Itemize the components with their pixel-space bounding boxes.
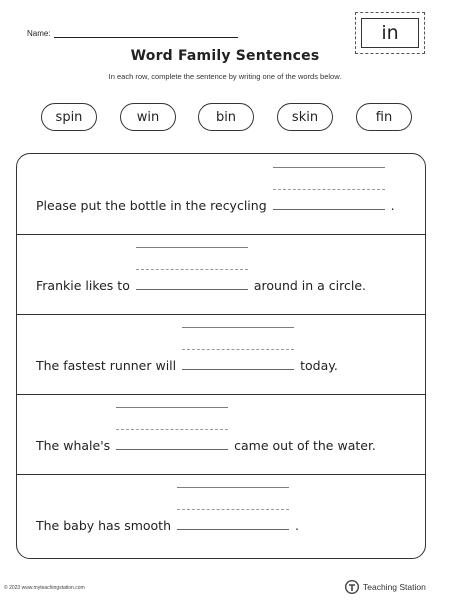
sentence-text-before: Please put the bottle in the recycling xyxy=(36,198,267,213)
sentence-text-before: The whale's xyxy=(36,438,111,453)
brand-name: Teaching Station xyxy=(363,582,426,592)
sentence xyxy=(36,407,376,453)
sentence-text-before: The baby has smooth xyxy=(36,518,171,533)
page-title: Word Family Sentences xyxy=(130,48,320,64)
answer-blank[interactable] xyxy=(116,407,228,453)
sentence-row xyxy=(17,234,425,314)
sentence-text-after: today. xyxy=(300,358,338,373)
word-pill-bin: bin xyxy=(198,103,254,131)
word-family-label: in xyxy=(361,18,419,48)
instructions: In each row, complete the sentence by writing one of the words below. xyxy=(108,72,342,81)
sentence xyxy=(36,167,395,213)
sentence-text-before: The fastest runner will xyxy=(36,358,177,373)
sentence-row xyxy=(17,314,425,394)
sentence-row xyxy=(17,394,425,474)
word-pill-skin: skin xyxy=(277,103,333,131)
sentence-text-after: . xyxy=(390,198,395,213)
sentence-row xyxy=(17,154,425,234)
answer-blank[interactable] xyxy=(182,327,294,373)
sentence-text-after: . xyxy=(295,518,299,533)
word-pill-spin: spin xyxy=(41,103,97,131)
sentence-text-after: came out of the water. xyxy=(234,438,376,453)
answer-blank[interactable] xyxy=(177,487,289,533)
sentence-row xyxy=(17,474,425,554)
sentence xyxy=(36,247,366,293)
word-pill-win: win xyxy=(120,103,176,131)
name-label: Name: xyxy=(27,29,51,38)
copyright: © 2023 www.myteachingstation.com xyxy=(4,585,85,591)
sentence-text-after: around in a circle. xyxy=(253,278,366,293)
name-line[interactable] xyxy=(54,37,238,38)
sentence xyxy=(36,487,299,533)
sentence-text-before: Frankie likes to xyxy=(36,278,130,293)
word-pill-fin: fin xyxy=(356,103,412,131)
sentences-panel xyxy=(16,153,426,559)
word-bank xyxy=(0,103,450,133)
answer-blank[interactable] xyxy=(273,167,385,213)
brand xyxy=(345,580,426,594)
teaching-station-logo-icon xyxy=(345,580,359,594)
answer-blank[interactable] xyxy=(136,247,248,293)
sentence xyxy=(36,327,338,373)
